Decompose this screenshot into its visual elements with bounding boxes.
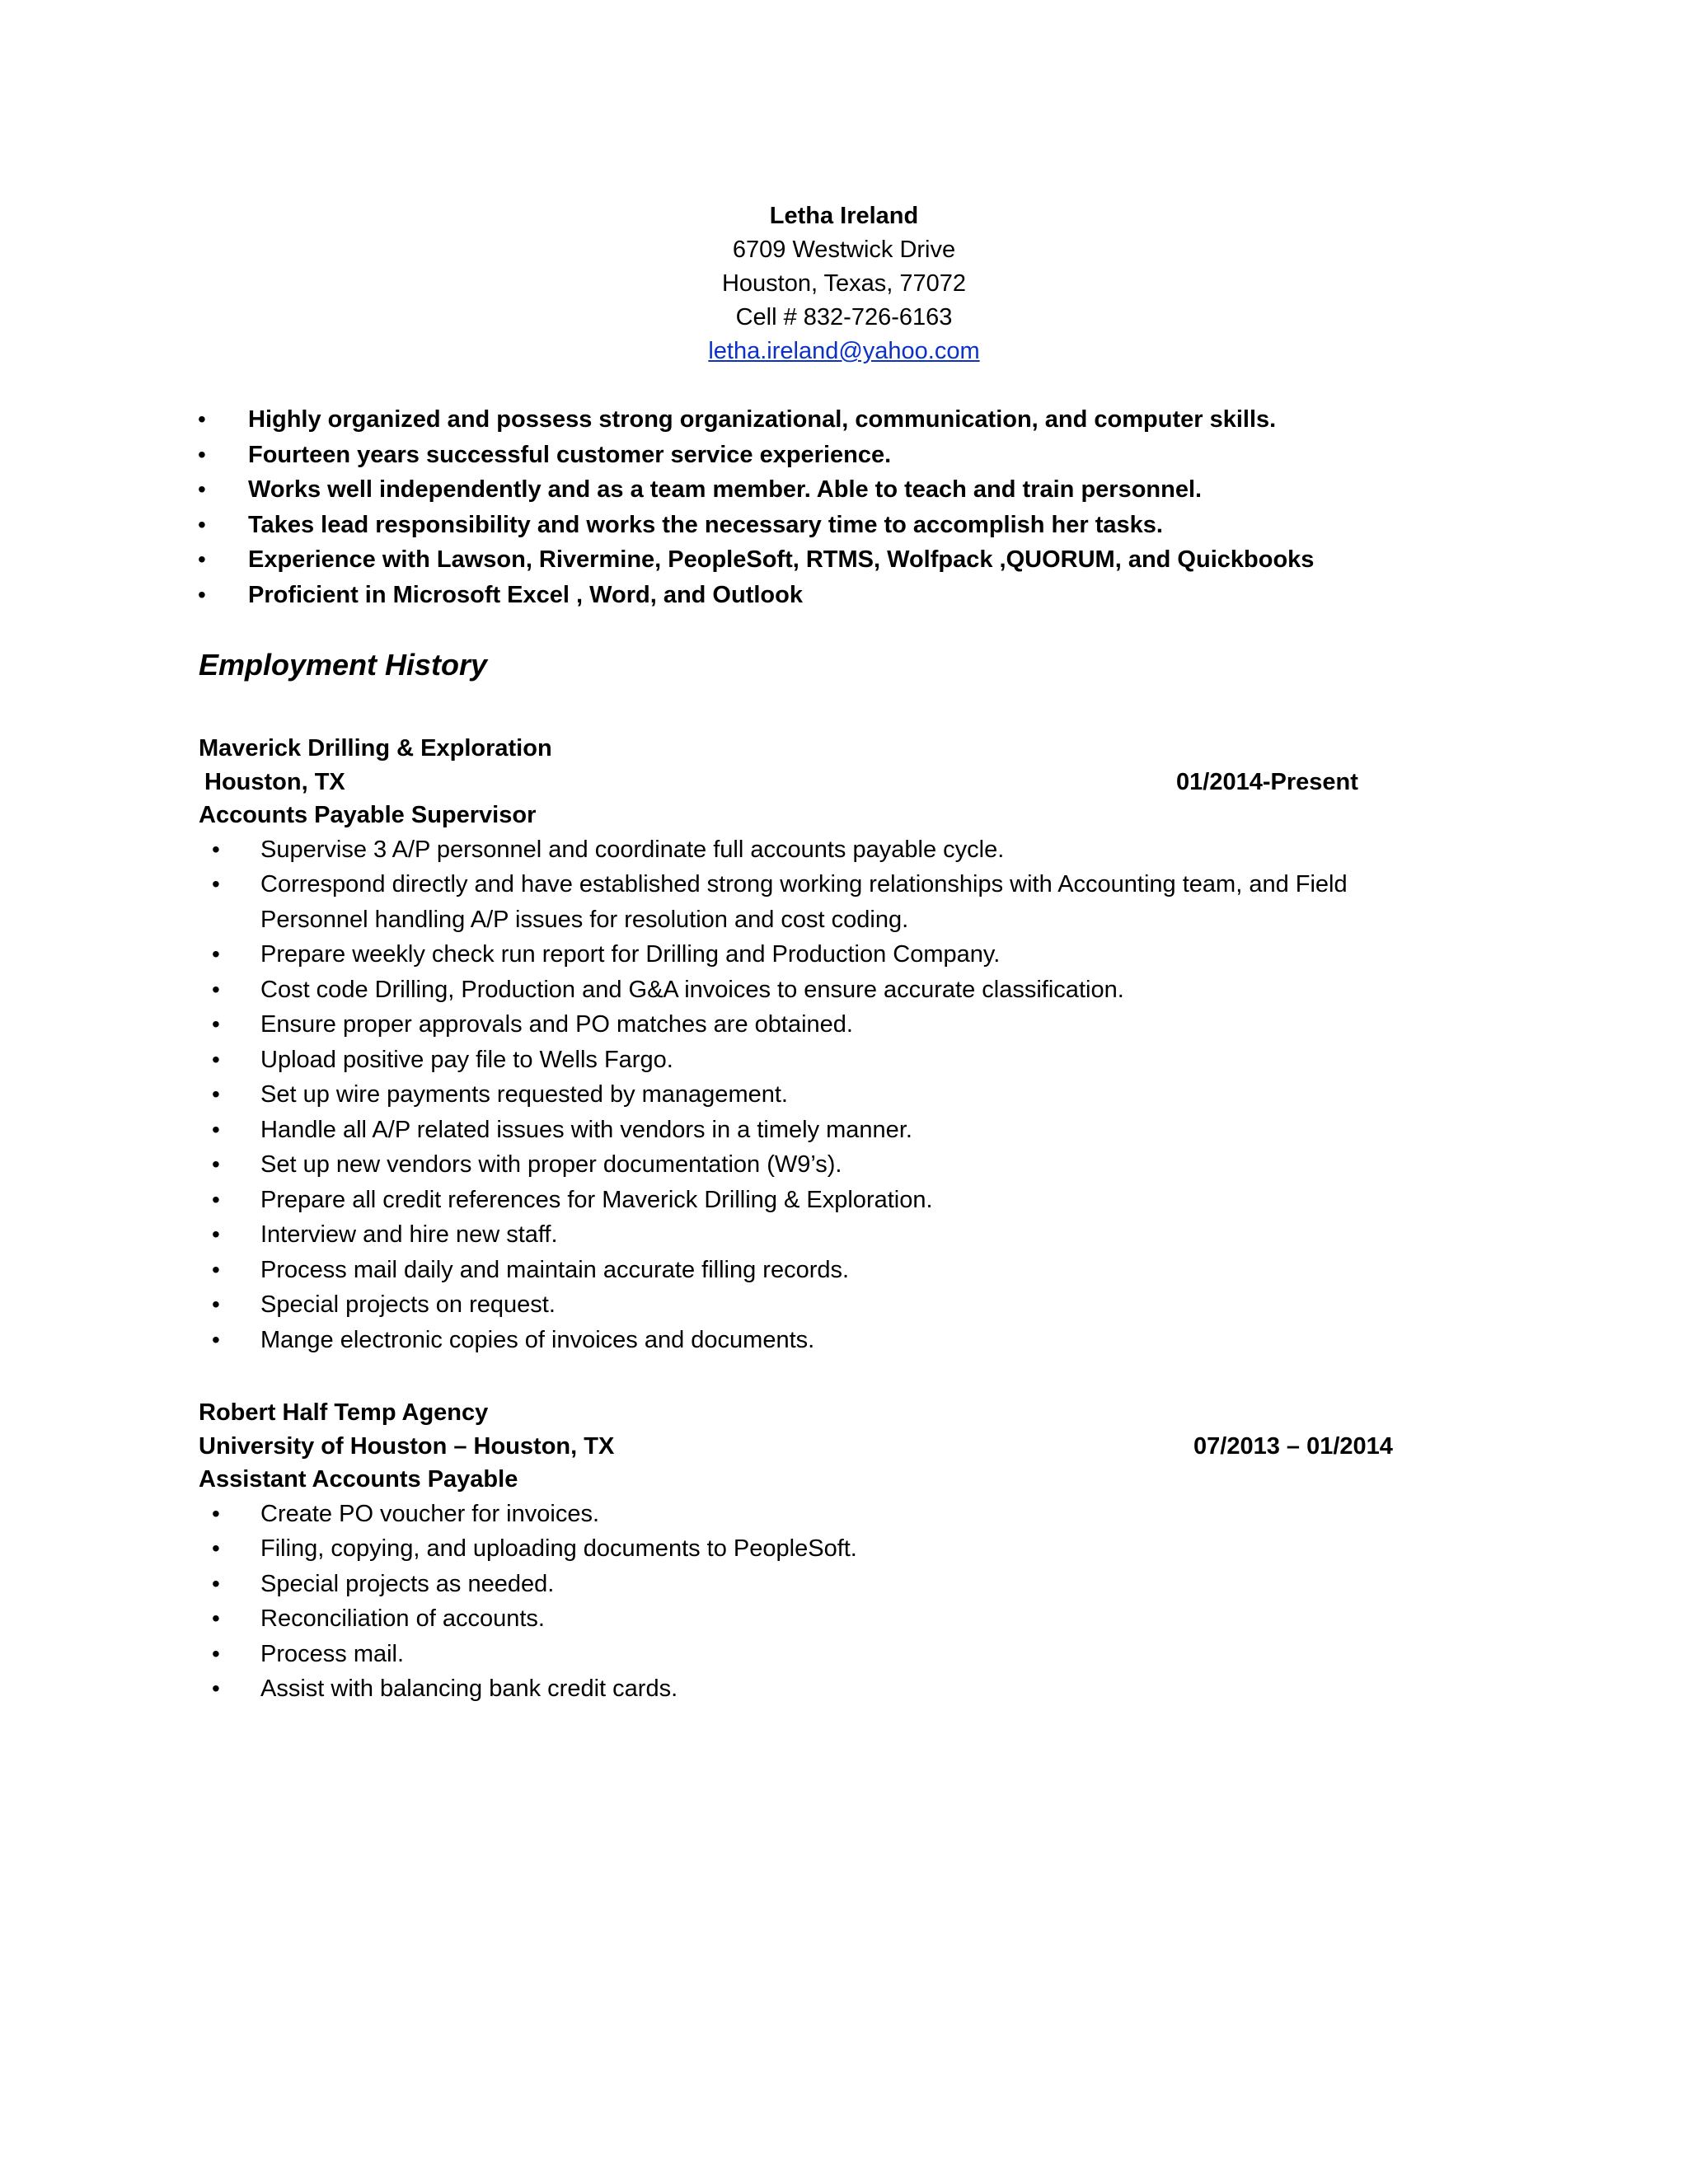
bullet-icon: • [198, 546, 206, 572]
duty-item: • Interview and hire new staff. [199, 1217, 1435, 1253]
job-location-row [199, 766, 1435, 799]
duty-item: • Set up wire payments requested by management. [199, 1077, 1435, 1113]
bullet-icon: • [212, 1675, 220, 1701]
bullet-icon: • [198, 476, 206, 502]
duty-item: • Handle all A/P related issues with vendors in a timely manner. [199, 1113, 1435, 1148]
job-location: Houston, TX [204, 768, 345, 795]
address-line-1: 6709 Westwick Drive [732, 237, 956, 263]
skill-item: • Proficient in Microsoft Excel , Word, and Outlook [198, 578, 1484, 613]
duty-item: • Filing, copying, and uploading documents to PeopleSoft. [199, 1531, 1435, 1567]
bullet-icon: • [212, 1535, 220, 1561]
duty-item: • Process mail. [199, 1637, 1435, 1672]
duty-item: • Correspond directly and have established strong working relationships with Accounting team, and Field Personnel handling A/P issues for resolution and cost coding. [199, 867, 1435, 937]
job-entry [199, 1396, 1435, 1707]
duty-item: • Mange electronic copies of invoices and documents. [199, 1323, 1435, 1358]
company-name: Maverick Drilling & Exploration [199, 735, 552, 762]
bullet-icon: • [212, 836, 220, 862]
bullet-icon: • [212, 1640, 220, 1666]
skill-item: • Highly organized and possess strong organizational, communication, and computer skills. [198, 402, 1484, 438]
bullet-icon: • [212, 871, 220, 897]
job-duties-list [199, 832, 1435, 1358]
bullet-icon: • [212, 1116, 220, 1142]
skill-item: • Fourteen years successful customer service experience. [198, 438, 1484, 473]
job-title: Assistant Accounts Payable [199, 1466, 518, 1493]
company-name: Robert Half Temp Agency [199, 1399, 489, 1426]
skill-item: • Takes lead responsibility and works the necessary time to accomplish her tasks. [198, 508, 1484, 543]
duty-item: • Set up new vendors with proper documentation (W9’s). [199, 1147, 1435, 1183]
employment-history-heading: Employment History [199, 648, 488, 682]
duty-item: • Special projects as needed. [199, 1567, 1435, 1602]
duty-item: • Supervise 3 A/P personnel and coordinate full accounts payable cycle. [199, 832, 1435, 868]
duty-item: • Special projects on request. [199, 1287, 1435, 1323]
bullet-icon: • [212, 976, 220, 1002]
bullet-icon: • [212, 1500, 220, 1526]
job-title: Accounts Payable Supervisor [199, 802, 537, 828]
bullet-icon: • [198, 511, 206, 537]
bullet-icon: • [212, 1081, 220, 1107]
job-location: University of Houston – Houston, TX [199, 1432, 615, 1460]
duty-item: • Create PO voucher for invoices. [199, 1497, 1435, 1532]
skill-item: • Experience with Lawson, Rivermine, PeopleSoft, RTMS, Wolfpack ,QUORUM, and Quickbooks [198, 542, 1484, 578]
duty-item: • Prepare weekly check run report for Drilling and Production Company. [199, 937, 1435, 972]
duty-item: • Reconciliation of accounts. [199, 1601, 1435, 1637]
duty-item: • Process mail daily and maintain accurate filling records. [199, 1253, 1435, 1288]
skill-item: • Works well independently and as a team member. Able to teach and train personnel. [198, 472, 1484, 508]
duty-item: • Ensure proper approvals and PO matches are obtained. [199, 1007, 1435, 1043]
bullet-icon: • [212, 1256, 220, 1282]
skills-summary-list [198, 402, 1484, 612]
bullet-icon: • [198, 581, 206, 607]
job-duties-list [199, 1497, 1435, 1707]
bullet-icon: • [212, 1011, 220, 1037]
bullet-icon: • [212, 1186, 220, 1212]
bullet-icon: • [212, 1046, 220, 1072]
bullet-icon: • [212, 1221, 220, 1247]
job-entry [199, 732, 1435, 1357]
job-location-row [199, 1430, 1435, 1464]
bullet-icon: • [212, 1291, 220, 1317]
contact-header [0, 199, 1688, 368]
bullet-icon: • [212, 1326, 220, 1352]
bullet-icon: • [198, 406, 206, 432]
duty-item: • Cost code Drilling, Production and G&A invoices to ensure accurate classification. [199, 972, 1435, 1008]
job-dates: 07/2013 – 01/2014 [1193, 1432, 1393, 1460]
duty-item: • Assist with balancing bank credit cards. [199, 1671, 1435, 1707]
candidate-name: Letha Ireland [769, 203, 919, 229]
bullet-icon: • [212, 1570, 220, 1596]
bullet-icon: • [198, 441, 206, 467]
email-link[interactable]: letha.ireland@yahoo.com [708, 338, 980, 364]
address-line-2: Houston, Texas, 77072 [721, 270, 967, 297]
bullet-icon: • [212, 1151, 220, 1177]
phone-number: Cell # 832-726-6163 [735, 304, 953, 330]
duty-item: • Prepare all credit references for Maverick Drilling & Exploration. [199, 1183, 1435, 1218]
bullet-icon: • [212, 1605, 220, 1631]
duty-item: • Upload positive pay file to Wells Fargo. [199, 1043, 1435, 1078]
job-dates: 01/2014-Present [1176, 768, 1358, 795]
bullet-icon: • [212, 941, 220, 967]
